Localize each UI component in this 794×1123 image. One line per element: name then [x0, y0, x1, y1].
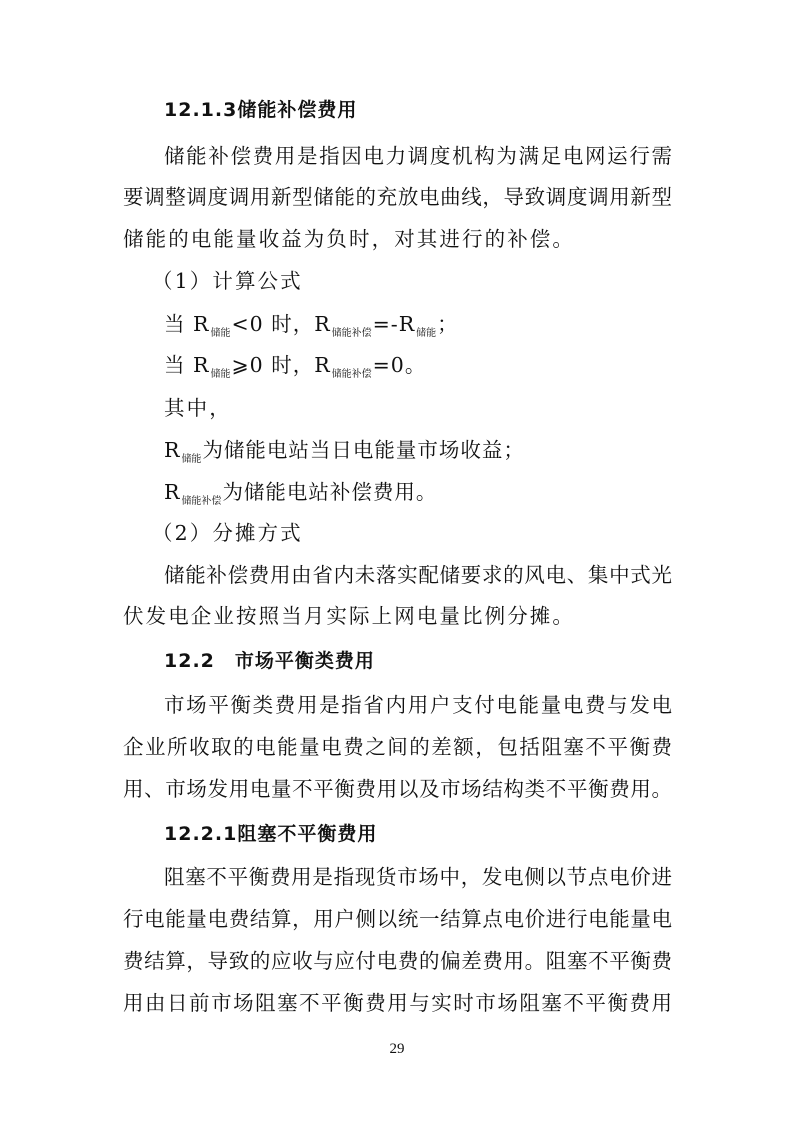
subscript: 储能补偿 [181, 496, 222, 507]
paragraph-line: 储能补偿费用由省内未落实配储要求的风电、集中式光 [164, 563, 672, 587]
formula-text: R [164, 480, 181, 504]
formula-text: <0 时，R [231, 312, 331, 336]
list-item-label: （2）分摊方式 [152, 521, 303, 545]
formula-text: ； [437, 312, 459, 336]
paragraph-line: 市场平衡类费用是指省内用户支付电能量电费与发电 [164, 693, 672, 717]
formula-text: 当 R [164, 353, 210, 377]
paragraph-line: 储能补偿费用是指因电力调度机构为满足电网运行需 [164, 144, 672, 168]
paragraph-line: 用、市场发用电量不平衡费用以及市场结构类不平衡费用。 [123, 777, 672, 801]
subscript: 储能补偿 [331, 369, 372, 380]
formula-text: 当 R [164, 312, 210, 336]
subscript: 储能 [210, 328, 231, 339]
paragraph-line: 用由日前市场阻塞不平衡费用与实时市场阻塞不平衡费用 [123, 991, 672, 1015]
paragraph-line: 阻塞不平衡费用是指现货市场中，发电侧以节点电价进 [164, 865, 672, 889]
paragraph-line: 费结算，导致的应收与应付电费的偏差费用。阻塞不平衡费 [123, 949, 672, 973]
paragraph-line: 企业所收取的电能量电费之间的差额，包括阻塞不平衡费 [123, 735, 672, 759]
formula-text: ⩾0 时，R [231, 353, 331, 377]
paragraph-line: 其中， [164, 396, 232, 420]
subscript: 储能 [210, 369, 231, 380]
definition-line [164, 437, 724, 468]
subscript: 储能 [416, 328, 437, 339]
paragraph-line: 行电能量电费结算，用户侧以统一结算点电价进行电能量电 [123, 907, 672, 931]
page-number: 29 [389, 1041, 405, 1057]
paragraph-line: 伏发电企业按照当月实际上网电量比例分摊。 [123, 604, 575, 628]
paragraph-line: 储能的电能量收益为负时，对其进行的补偿。 [123, 227, 575, 251]
formula-line [164, 311, 724, 342]
list-item-label: （1）计算公式 [152, 269, 303, 293]
definition-line [164, 479, 724, 510]
subscript: 储能补偿 [331, 328, 372, 339]
formula-text: =0。 [372, 353, 427, 377]
section-heading: 12.2 市场平衡类费用 [164, 650, 375, 672]
formula-text: R [164, 438, 181, 462]
formula-line [164, 352, 724, 383]
section-heading: 12.2.1阻塞不平衡费用 [164, 823, 378, 845]
subscript: 储能 [181, 454, 202, 465]
section-heading: 12.1.3储能补偿费用 [164, 99, 358, 121]
formula-text: 为储能电站补偿费用。 [222, 480, 438, 504]
formula-text: 为储能电站当日电能量市场收益； [202, 438, 525, 462]
paragraph-line: 要调整调度调用新型储能的充放电曲线，导致调度调用新型 [123, 185, 672, 209]
formula-text: =-R [372, 312, 416, 336]
